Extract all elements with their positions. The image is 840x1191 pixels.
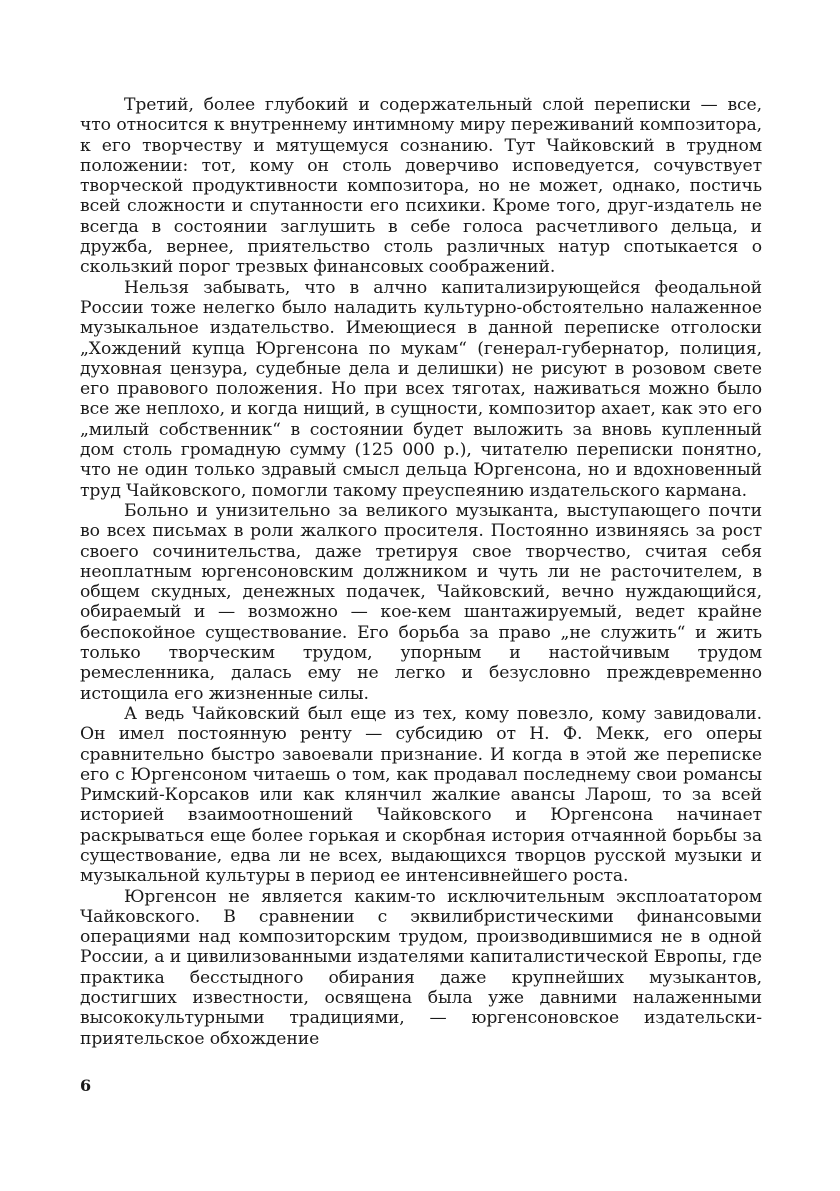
paragraph-4: А ведь Чайковский был еще из тех, кому повезло, кому завидовали. Он имел постоянную ренту — субсидию от Н. Ф. Мекк, его оперы сравнительно быстро завоевали признание. И когда в этой же переписке его с Юргенсоном читаешь о том, как продавал последнему свои романсы Римский-Корсаков или как клянчил жалкие авансы Ларош, то за всей историей взаимоотношений Чайковского и Юргенсона начинает раскрываться еще более горькая и скорбная история отчаянной борьбы за существование, едва ли не всех, выдающихся творцов русской музыки и музыкальной культуры в период ее интенсивнейшего роста. bbox=[80, 703, 762, 887]
page-number: 6 bbox=[80, 1076, 92, 1095]
paragraph-3: Больно и унизительно за великого музыканта, выступающего почти во всех письмах в роли жалкого просителя. Постоянно извиняясь за рост своего сочинительства, даже третируя свое творчество, считая себя неоплатным юргенсоновским должником и чуть ли не расточителем, в общем скудных, денежных подачек, Чайковский, вечно нуждающийся, обираемый и — возможно — кое-кем шантажируемый, ведет крайне беспокойное существование. Его борьба за право „не служить“ и жить только творческим трудом, упорным и настойчивым трудом ремесленника, далась ему не легко и безусловно преждевременно истощила его жизненные силы. bbox=[80, 500, 762, 704]
paragraph-1: Третий, более глубокий и содержательный слой переписки — все, что относится к внутреннему интимному миру переживаний композитора, к его творчеству и мятущемуся сознанию. Тут Чайковский в трудном положении: тот, кому он столь доверчиво исповедуется, сочувствует творческой продуктивности композитора, но не может, однако, постичь всей сложности и спутанности его психики. Кроме того, друг-издатель не всегда в состоянии заглушить в себе голоса расчетливого дельца, и дружба, вернее, приятельство столь различных натур спотыкается о скользкий порог трезвых финансовых соображений. bbox=[80, 95, 762, 278]
paragraph-2: Нельзя забывать, что в алчно капитализирующейся феодальной России тоже нелегко было наладить культурно-обстоятельно налаженное музыкальное издательство. Имеющиеся в данной переписке отголоски „Хождений купца Юргенсона по мукам“ (генерал-губернатор, полиция, духовная цензура, судебные дела и делишки) не рисуют в розовом свете его правового положения. Но при всех тяготах, наживаться можно было все же неплохо, и когда нищий, в сущности, композитор ахает, как это его „милый собственник“ в состоянии будет выложить за вновь купленный дом столь громадную сумму (125 000 р.), читателю переписки понятно, что не один только здравый смысл дельца Юргенсона, но и вдохновенный труд Чайковского, помогли такому преуспеянию издательского кармана. bbox=[80, 277, 762, 501]
paragraph-5: Юргенсон не является каким-то исключительным эксплоататором Чайковского. В сравнении с эквилибристическими финансовыми операциями над композиторским трудом, производившимися не в одной России, а и цивилизованными издателями капиталистической Европы, где практика бесстыдного обирания даже крупнейших музыкантов, достигших известности, освящена была уже давними налаженными высококультурными традициями, — юргенсоновское издательски-приятельское обхождение bbox=[80, 886, 762, 1049]
page-body bbox=[80, 95, 762, 1049]
